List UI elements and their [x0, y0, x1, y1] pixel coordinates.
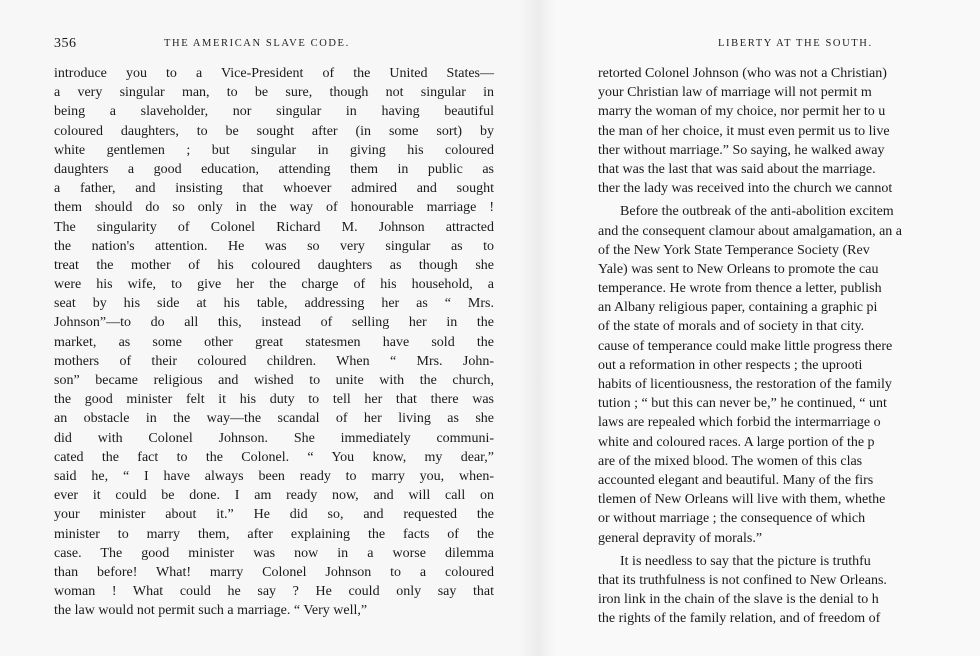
right-page-text	[598, 64, 980, 628]
text-line: than before! What! marry Colonel Johnson to a coloured	[54, 564, 494, 580]
text-line: ever it could be done. I am ready now, and will call on	[54, 488, 494, 504]
text-line: temperance. He wrote from thence a letter, publish	[598, 281, 882, 297]
text-line: mothers of their coloured children. When “ Mrs. John-	[54, 353, 494, 369]
text-line: your Christian law of marriage will not permit m	[598, 85, 872, 101]
text-line: a father, and insisting that whoever admired and sought	[54, 181, 494, 197]
text-line: the man of her choice, it must even permit us to live	[598, 123, 890, 139]
text-line: woman ! What could he say ? He could only say that	[54, 584, 494, 600]
text-line: an Albany religious paper, containing a graphic pi	[598, 300, 878, 316]
text-line: treat the mother of his coloured daughters as though she	[54, 257, 494, 273]
text-line: seat by his side at his table, addressing her as “ Mrs.	[54, 296, 494, 312]
text-line: are of the mixed blood. The women of this clas	[598, 453, 863, 469]
running-head-right: LIBERTY AT THE SOUTH.	[718, 38, 873, 49]
text-line: an obstacle in the way—the scandal of her living as she	[54, 411, 494, 427]
text-line: tution ; “ but this can never be,” he continued, “ unt	[598, 396, 887, 412]
text-line: being a slaveholder, nor singular in having beautiful	[54, 104, 494, 120]
text-line: of the state of morals and of society in that city.	[598, 319, 865, 335]
text-line: Johnson”—to do all this, instead of selling her in the	[54, 315, 494, 331]
text-line: were his wife, to give her the charge of his household, a	[54, 277, 494, 293]
text-line: son” became religious and wished to unite with the church,	[54, 373, 494, 388]
left-page-text	[54, 64, 494, 620]
text-line: habits of licentiousness, the restoration of the family	[598, 377, 892, 392]
text-line: daughters a good education, attending them in public as	[54, 161, 494, 177]
text-line: of the New York State Temperance Society (Rev	[598, 242, 870, 258]
text-line: a very singular man, to be sure, though not singular in	[54, 85, 494, 101]
text-line: that its truthfulness is not confined to New Orleans.	[598, 572, 887, 588]
text-line: white gentlemen ; but singular in giving his coloured	[54, 142, 494, 158]
text-line: retorted Colonel Johnson (who was not a Christian)	[598, 66, 887, 81]
page-number: 356	[54, 36, 77, 51]
book-gutter	[520, 0, 556, 656]
text-line: introduce you to a Vice-President of the United States—	[54, 66, 494, 81]
text-line: that was the last that was said about the marriage.	[598, 161, 876, 177]
text-line: ther the lady was received into the church we cannot	[598, 181, 893, 197]
text-line: cated the fact to the Colonel. “ You know, my dear,”	[54, 449, 494, 465]
text-line: cause of temperance could make little progress there	[598, 338, 893, 354]
text-line: laws are repealed which forbid the intermarriage o	[598, 415, 881, 431]
text-line: the good minister felt it his duty to tell her that there was	[54, 392, 494, 408]
text-line: tlemen of New Orleans will live with them, whethe	[598, 492, 886, 508]
text-line: case. The good minister was now in a worse dilemma	[54, 545, 494, 561]
text-line: iron link in the chain of the slave is the denial to h	[598, 592, 879, 608]
text-line: the rights of the family relation, and of freedom of	[598, 611, 881, 627]
text-line: the nation's attention. He was so very singular as to	[54, 238, 494, 254]
text-line: It is needless to say that the picture is truthfu	[620, 553, 871, 569]
text-line: did with Colonel Johnson. She immediately communi-	[54, 430, 494, 446]
text-line: the law would not permit such a marriage. “ Very well,”	[54, 603, 368, 619]
text-line: market, as some other great statesmen have sold the	[54, 334, 494, 350]
text-line: The singularity of Colonel Richard M. Johnson attracted	[54, 219, 494, 235]
text-line: white and coloured races. A large portion of the p	[598, 434, 875, 450]
text-line: minister to marry them, after explaining the facts of the	[54, 526, 494, 542]
text-line: coloured daughters, to be sought after (in some sort) by	[54, 123, 494, 139]
text-line: out a reformation in other respects ; the uprooti	[598, 357, 863, 373]
text-line: ther without marriage.” So saying, he walked away	[598, 142, 885, 158]
text-line: marry the woman of my choice, nor permit her to u	[598, 104, 886, 120]
right-page	[556, 0, 980, 656]
running-head-left: THE AMERICAN SLAVE CODE.	[164, 38, 350, 49]
text-line: general depravity of morals.”	[598, 530, 763, 546]
text-line: or without marriage ; the consequence of which	[598, 511, 866, 527]
text-line: said he, “ I have always been ready to marry you, when-	[54, 468, 494, 484]
text-line: and the consequent clamour about amalgamation, an a	[598, 223, 903, 239]
text-line: Yale) was sent to New Orleans to promote the cau	[598, 261, 879, 277]
text-line: accounted elegant and beautiful. Many of the firs	[598, 472, 874, 488]
text-line: your minister about it.” He did so, and requested the	[54, 507, 494, 523]
text-line: Before the outbreak of the anti-abolition excitem	[620, 204, 894, 220]
text-line: them should do so only in the way of honourable marriage !	[54, 200, 494, 216]
